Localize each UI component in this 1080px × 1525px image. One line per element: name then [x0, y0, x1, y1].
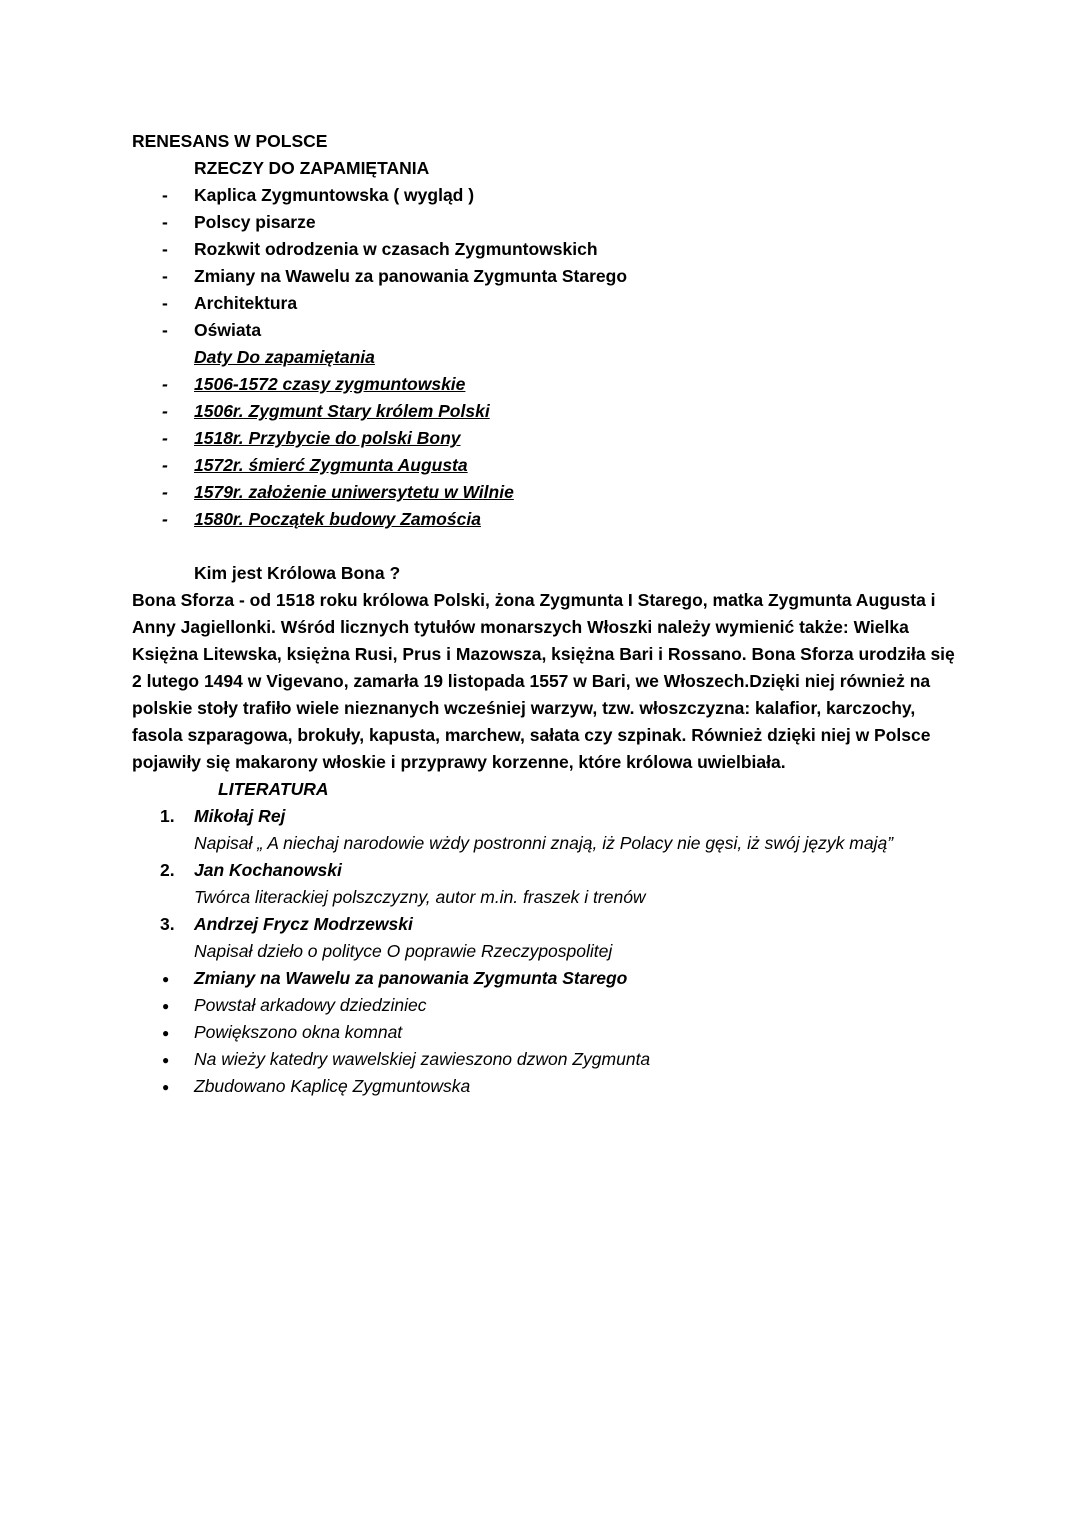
literature-heading: LITERATURA — [218, 779, 329, 799]
list-item — [132, 398, 962, 425]
author-name: Mikołaj Rej — [194, 806, 286, 826]
memo-item-label: Architektura — [194, 293, 298, 313]
list-item — [132, 911, 962, 965]
list-item — [132, 371, 962, 398]
memo-item-label: Oświata — [194, 320, 262, 340]
list-item — [132, 425, 962, 452]
list-item — [132, 209, 962, 236]
author-name: Andrzej Frycz Modrzewski — [194, 914, 413, 934]
list-item — [132, 317, 962, 344]
date-item-label: 1518r. Przybycie do polski Bony — [194, 428, 461, 448]
list-item — [132, 1073, 962, 1100]
author-description: Napisał „ A niechaj narodowie wżdy postronni znają, iż Polacy nie gęsi, iż swój język mają” — [194, 833, 894, 853]
list-item — [132, 290, 962, 317]
bona-paragraph: Bona Sforza - od 1518 roku królowa Polski, żona Zygmunta I Starego, matka Zygmunta Augusta i Anny Jagiellonki. Wśród licznych tytułów monarszych Włoszki należy wymienić także: Wielka Księżna Litewska, księżna Rusi, Prus i Mazowsza, księżna Bari i Rossano. Bona Sforza urodziła się 2 lutego 1494 w Vigevano, zamarła 19 listopada 1557 w Bari, we Włoszech.Dzięki niej również na polskie stoły trafiło wiele nieznanych wcześniej warzyw, tzw. włoszczyzna: kalafior, karczochy, fasola szparagowa, brokuły, kapusta, marchew, sałata czy szpinak. Również dzięki niej w Polsce pojawiły się makarony włoskie i przyprawy korzenne, które królowa uwielbiała. — [132, 590, 955, 772]
memo-list — [132, 182, 962, 344]
wawel-item-label: Powstał arkadowy dziedziniec — [194, 995, 427, 1015]
memo-item-label: Rozkwit odrodzenia w czasach Zygmuntowskich — [194, 239, 598, 259]
memo-item-label: Kaplica Zygmuntowska ( wygląd ) — [194, 185, 475, 205]
date-item-label: 1580r. Początek budowy Zamościa — [194, 509, 481, 529]
author-name: Jan Kochanowski — [194, 860, 342, 880]
list-item — [132, 452, 962, 479]
list-item — [132, 479, 962, 506]
date-item-label: 1506-1572 czasy zygmuntowskie — [194, 374, 466, 394]
list-item — [132, 263, 962, 290]
list-item — [132, 1019, 962, 1046]
date-item-label: 1572r. śmierć Zygmunta Augusta — [194, 455, 468, 475]
section-heading: RZECZY DO ZAPAMIĘTANIA — [194, 158, 430, 178]
wawel-heading: Zmiany na Wawelu za panowania Zygmunta Starego — [194, 968, 628, 988]
date-item-label: 1506r. Zygmunt Stary królem Polski — [194, 401, 490, 421]
memo-item-label: Zmiany na Wawelu za panowania Zygmunta Starego — [194, 266, 628, 286]
list-item — [132, 1046, 962, 1073]
page-title: RENESANS W POLSCE — [132, 131, 328, 151]
wawel-list — [132, 965, 962, 1100]
literature-list — [132, 803, 962, 965]
memo-item-label: Polscy pisarze — [194, 212, 316, 232]
list-item — [132, 965, 962, 992]
dates-heading: Daty Do zapamiętania — [194, 347, 375, 367]
dates-list — [132, 371, 962, 533]
author-description: Twórca literackiej polszczyzny, autor m.in. fraszek i trenów — [194, 887, 646, 907]
spacer — [132, 533, 962, 560]
author-description: Napisał dzieło o polityce O poprawie Rzeczypospolitej — [194, 941, 613, 961]
bona-heading: Kim jest Królowa Bona ? — [194, 563, 401, 583]
list-item — [132, 506, 962, 533]
wawel-item-label: Powiększono okna komnat — [194, 1022, 403, 1042]
list-item — [132, 182, 962, 209]
list-item — [132, 236, 962, 263]
wawel-item-label: Zbudowano Kaplicę Zygmuntowska — [194, 1076, 471, 1096]
date-item-label: 1579r. założenie uniwersytetu w Wilnie — [194, 482, 514, 502]
wawel-item-label: Na wieży katedry wawelskiej zawieszono dzwon Zygmunta — [194, 1049, 651, 1069]
list-item — [132, 803, 962, 857]
list-item — [132, 857, 962, 911]
list-item — [132, 992, 962, 1019]
